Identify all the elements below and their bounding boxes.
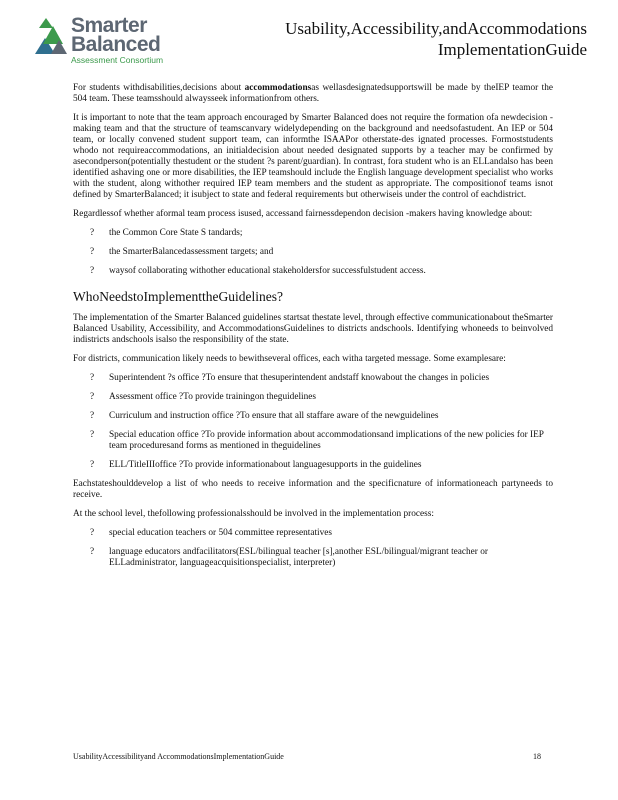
footer-title: UsabilityAccessibilityand AccommodationsImplementationGuide [73,752,284,761]
paragraph-districts: For districts, communication likely needs to bewithseveral offices, each witha targeted message. Some examplesare: [73,354,506,364]
list-item-text: Superintendent ?s office ?To ensure that thesuperintendent andstaff knowabout the changes in policies [109,373,490,383]
bullet-glyph: ? [90,460,95,470]
bullet-glyph: ? [90,528,95,538]
paragraph-text: For students withdisabilities,decisions about [73,83,245,93]
paragraph-school-level: At the school level, thefollowing professionalsshould be involved in the implementation process: [73,509,434,519]
list-item-text: Assessment office ?To provide trainingon theguidelines [109,392,317,402]
page-number: 18 [533,752,541,761]
document-body [73,83,553,577]
logo-text-smarter: Smarter [71,14,147,37]
bullet-glyph: ? [90,247,95,257]
list-item [73,430,553,452]
list-item [73,228,553,239]
list-item-text: Special education office ?To provide information about accommodationsand implications of the new policies for IEP team proceduresand forms as mentioned in theguidelines [109,430,544,451]
paragraph-implementation: The implementation of the Smarter Balanced guidelines startsat thestate level, through effective communicationabout theSmarter Balanced Usability, Accessibility, and AccommodationsGuidelines to districts andschools. Identifying whoneeds to beinvolved indistricts andschools isalso the responsibility of the state. [73,313,554,345]
bullet-glyph: ? [90,228,95,238]
professionals-list [73,528,553,569]
list-item-text: special education teachers or 504 committee representatives [109,528,333,538]
bullet-glyph: ? [90,373,95,383]
list-item-text: the SmarterBalancedassessment targets; and [109,247,274,257]
bullet-glyph: ? [90,430,95,440]
logo-subtitle: Assessment Consortium [71,55,164,65]
list-item [73,547,553,569]
document-title-line1: Usability,Accessibility,andAccommodations [285,19,587,38]
section-heading: WhoNeedstoImplementtheGuidelines? [73,289,283,304]
paragraph-state-develop: Eachstateshoulddevelop a list of who needs to receive information and the specificnature of informationeach partyneeds to receive. [73,479,553,500]
list-item [73,247,553,258]
bullet-glyph: ? [90,411,95,421]
paragraph-text: as wellasdesignatedsupportswill be made by theIEP teamor the 504 team. These teamsshould alwaysseek informationfrom others. [73,83,554,104]
list-item [73,528,553,539]
bold-term-accommodations: accommodations [244,83,312,93]
smarter-balanced-logo [33,14,183,64]
paragraph-knowledge: Regardlessof whether aformal team process isused, accessand fairnessdependon decision -makers having knowledge about: [73,209,533,219]
list-item-text: language educators andfacilitators(ESL/bilingual teacher [s],another ESL/bilingual/migrant teacher or ELLadministrator, languageacquisitionspecialist, interpreter) [109,547,488,568]
paragraph-teams-decisions [73,83,553,105]
list-item-text: Curriculum and instruction office ?To ensure that all staffare aware of the newguidelines [109,411,439,421]
document-title-line2: ImplementationGuide [437,40,587,59]
paragraph-team-approach: It is important to note that the team approach encouraged by Smarter Balanced does not require the formation ofa newdecision -making team and that the structure of teamscanvary widelydepending on the background and needsofastudent. An IEP or 504 team, or locally convened student support team, can informthe ISAAPor otherstate-des ignated processes. Formoststudents whodo not requireaccommodations, an initialdecision about needed designated supports by a teacher may be confirmed by asecondperson(potentially thestudent or the student ?s parent/guardian). In contrast, fora student who is an ELLandalso has been identified ashaving one or more disabilities, the IEP teamshould include the English language development specialist who works with the student, along withother required IEP team members and the student as appropriate. The compositionof teams isnot defined by SmarterBalanced; it isubject to state and federal requirements but otherwiseis under the control of eachdistrict. [73,113,553,200]
logo-text-balanced: Balanced [71,33,161,56]
knowledge-list [73,228,553,277]
bullet-glyph: ? [90,266,95,276]
list-item [73,460,553,471]
list-item [73,266,553,277]
offices-list [73,373,553,471]
list-item-text: ELL/TitleIIIoffice ?To provide informationabout languagesupports in the guidelines [109,460,422,470]
list-item [73,411,553,422]
list-item [73,373,553,384]
logo-mark-icon [33,14,71,62]
bullet-glyph: ? [90,392,95,402]
bullet-glyph: ? [90,547,95,557]
list-item [73,392,553,403]
list-item-text: the Common Core State S tandards; [109,228,243,238]
list-item-text: waysof collaborating withother educational stakeholdersfor successfulstudent access. [109,266,426,276]
